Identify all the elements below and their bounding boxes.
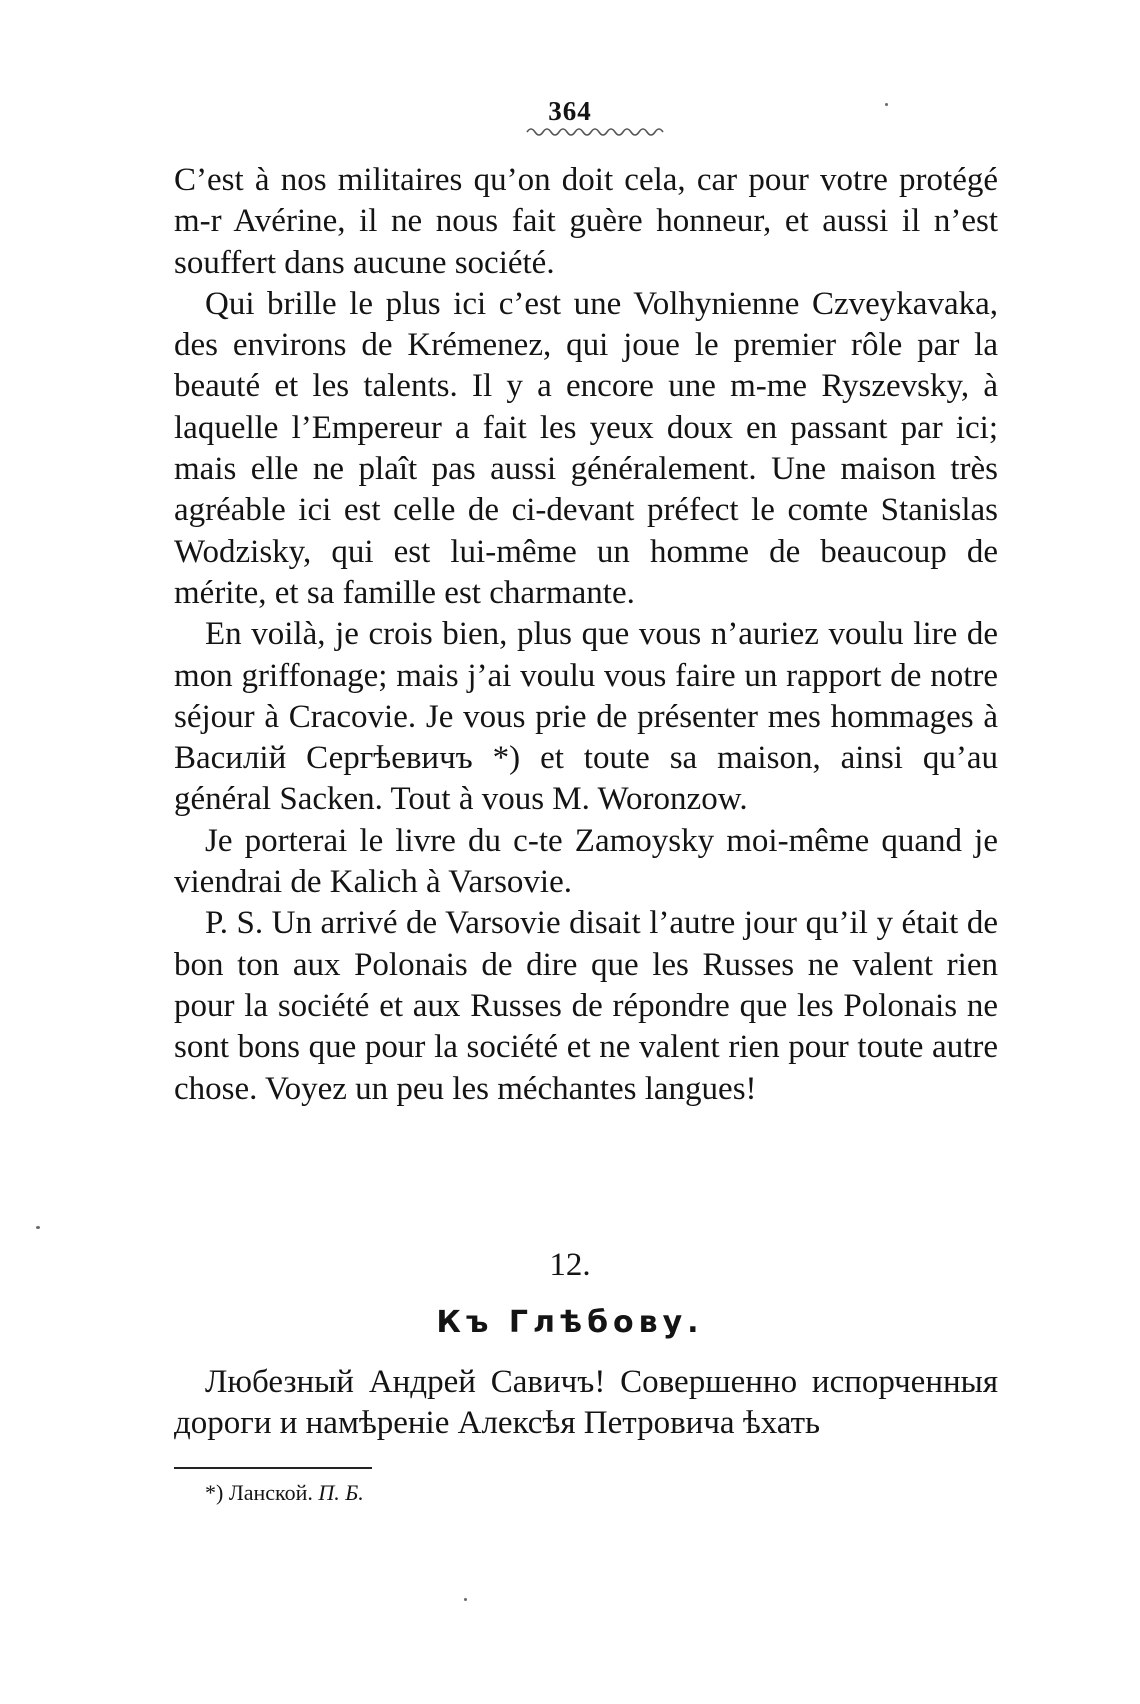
footnote-divider <box>174 1467 372 1469</box>
page-number-flourish <box>525 124 665 138</box>
letter-opening-paragraph: Любезный Андрей Савичъ! Совершенно испорченныя дороги и намѣреніе Алексѣя Петровича ѣхать <box>174 1364 998 1442</box>
letter-opening-text <box>174 1362 998 1445</box>
paragraph-3: En voilà, je crois bien, plus que vous n’auriez voulu lire de mon griffonage; mais j’ai voulu vous faire un rapport de notre séjour à Cracovie. Je vous prie de présenter mes hommages à Василій Сергѣевичъ *) et toute sa maison, ainsi qu’au général Sacken. Tout à vous M. Woronzow. <box>174 616 998 818</box>
scan-speck <box>885 103 888 106</box>
footnote <box>205 1478 364 1508</box>
scan-speck <box>36 1226 40 1229</box>
paragraph-2: Qui brille le plus ici c’est une Volhynienne Czveykavaka, des environs de Krémenez, qui joue le premier rôle par la beauté et les talents. Il y a encore une m-me Ryszevsky, à laquelle l’Empereur a fait les yeux doux en passant par ici; mais elle ne plaît pas aussi généralement. Une maison très agréable ici est celle de ci-devant préfect le comte Stanislas Wodzisky, qui est lui-même un homme de beaucoup de mérite, et sa famille est charmante. <box>174 285 998 611</box>
letter-continuation-text <box>174 160 998 1110</box>
paragraph-1: C’est à nos militaires qu’on doit cela, car pour votre protégé m-r Avérine, il ne nous fait guère honneur, et aussi il n’est souffert dans aucune société. <box>174 162 998 281</box>
page-number: 364 <box>548 96 592 126</box>
letter-number: 12. <box>549 1247 591 1283</box>
letter-heading: Къ Глѣбову. <box>436 1305 704 1340</box>
paragraph-5-postscript: P. S. Un arrivé de Varsovie disait l’autre jour qu’il y était de bon ton aux Polonais de dire que les Russes ne valent rien pour la société et aux Russes de répondre que les Polonais ne sont bons que pour la société et ne valent rien pour toute autre chose. Voyez un peu les méchantes langues! <box>174 905 998 1107</box>
footnote-name: Ланской. <box>228 1480 313 1505</box>
footnote-initials: П. Б. <box>318 1480 364 1505</box>
scan-speck <box>464 1598 467 1601</box>
paragraph-4: Je porterai le livre du c-te Zamoysky moi-même quand je viendrai de Kalich à Varsovie. <box>174 822 998 901</box>
footnote-marker: *) <box>205 1480 224 1505</box>
